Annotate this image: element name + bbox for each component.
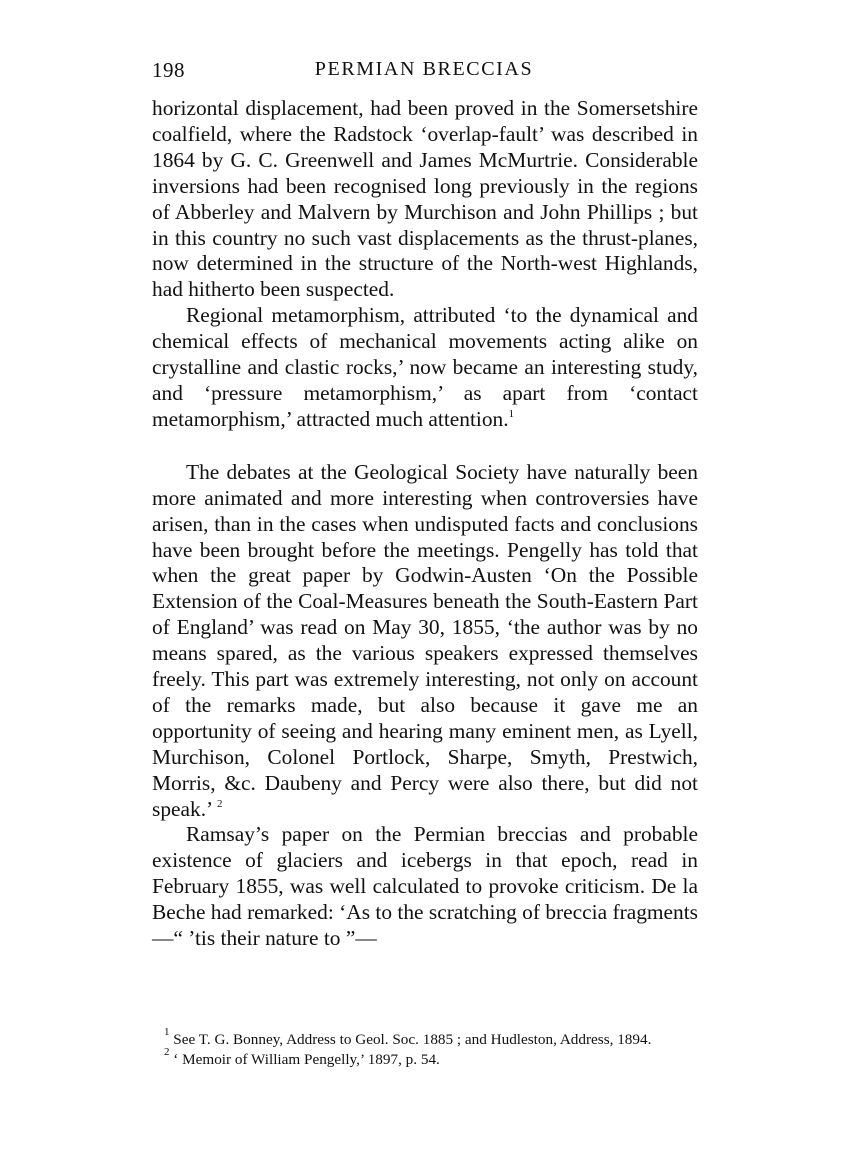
footnote-number: 2: [164, 1046, 170, 1058]
footnotes: [152, 1026, 698, 1070]
footnote-marker-1: 1: [508, 407, 515, 420]
footnote-text: ‘ Memoir of William Pengelly,’ 1897, p. 54.: [173, 1051, 440, 1068]
running-head: [150, 58, 698, 88]
page-number: 198: [152, 58, 185, 82]
footnote-marker-2: 2: [216, 797, 223, 810]
paragraph-regional-metamorphism: [152, 303, 698, 433]
section-break: [152, 433, 698, 460]
paragraph-text: Regional metamorphism, attributed ‘to the dynamical and chemical effects of mechanical movements acting alike on crystalline and clastic rocks,’ now became an interesting study, and ‘pressure metamorphism,’ as apart from ‘contact metamorphism,’ attracted much attention.: [152, 303, 698, 431]
paragraph-ramsay: Ramsay’s paper on the Permian breccias and probable existence of glaciers and icebergs in that epoch, read in February 1855, was well calculated to provoke criticism. De la Beche had remarked: ‘As to the scratching of breccia fragments—“ ’tis their nature to ”—: [152, 822, 698, 951]
running-title: PERMIAN BRECCIAS: [314, 58, 534, 80]
footnote-1: [152, 1026, 698, 1050]
footnote-number: 1: [164, 1026, 170, 1038]
body-text: [152, 96, 698, 952]
paragraph-continuation: horizontal displacement, had been proved in the Somersetshire coalfield, where the Radstock ‘overlap-fault’ was described in 1864 by G. C. Greenwell and James McMurtrie. Considerable inversions had been recognised long previously in the regions of Abberley and Malvern by Murchison and John Phillips ; but in this country no such vast displacements as the thrust-planes, now determined in the structure of the North-west Highlands, had hitherto been suspected.: [152, 96, 698, 302]
footnote-text: See T. G. Bonney, Address to Geol. Soc. 1885 ; and Hudleston, Address, 1894.: [173, 1031, 652, 1048]
paragraph-text: The debates at the Geological Society have naturally been more animated and more interesting when controversies have arisen, than in the cases when undisputed facts and conclusions have been brought before the meetings. Pengelly has told that when the great paper by Godwin-Austen ‘On the Possible Extension of the Coal-Measures beneath the South-Eastern Part of England’ was read on May 30, 1855, ‘the author was by no means spared, as the various speakers expressed themselves freely. This part was extremely interesting, not only on account of the remarks made, but also because it gave me an opportunity of seeing and hearing many eminent men, as Lyell, Murchison, Colonel Portlock, Sharpe, Smyth, Prestwich, Morris, &c. Daubeny and Percy were also there, but did not speak.’: [152, 459, 698, 821]
paragraph-debates: [152, 460, 698, 823]
footnote-2: [152, 1046, 698, 1070]
